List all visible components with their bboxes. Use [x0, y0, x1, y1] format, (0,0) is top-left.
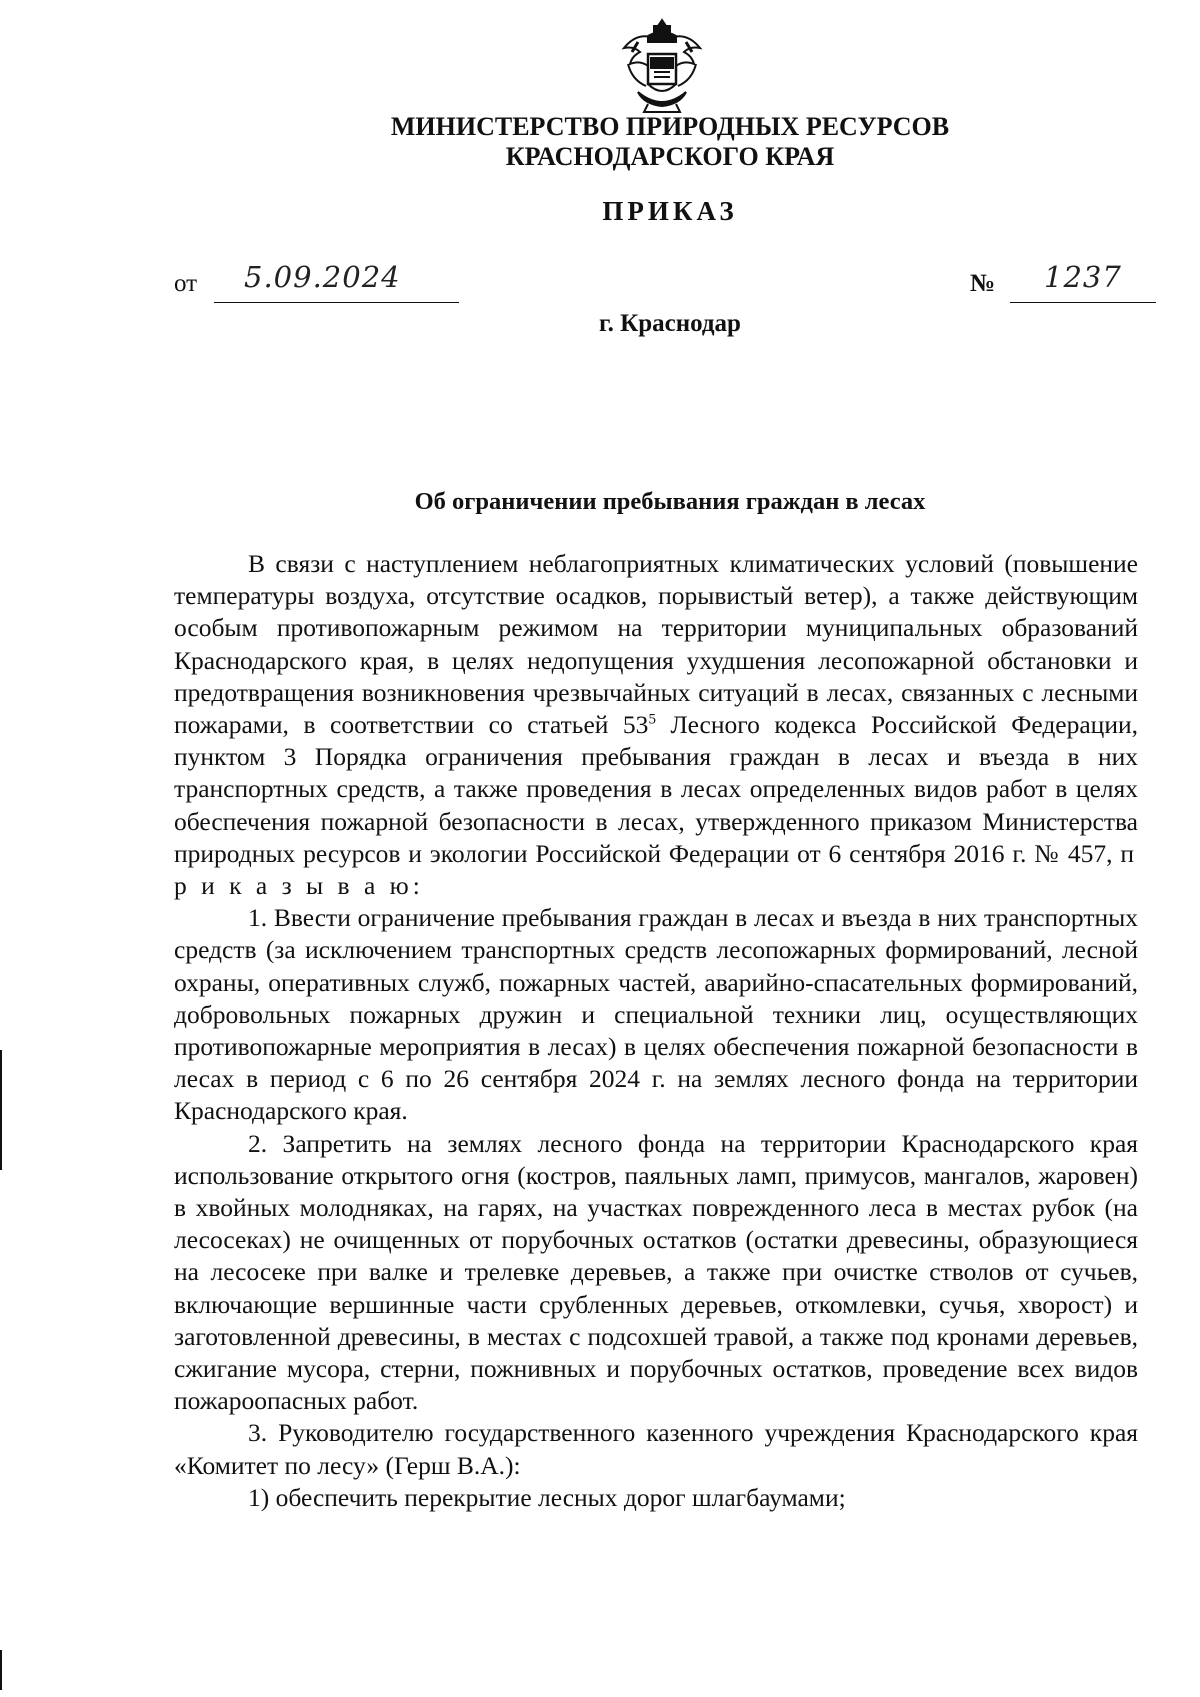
preamble-text-b: Лесного кодекса Российской Федерации, пунктом 3 Порядка ограничения пребывания граждан в лесах и въезда в них транспортных средств, а также проведения в лесах определенных видов работ в целях обеспечения пожарной безопасности в лесах, утвержденного приказом Министерства природных ресурсов и экологии Российской Федерации от 6 сентября 2016 г. № 457, — [174, 710, 1138, 868]
number-field — [1010, 260, 1156, 303]
preamble-text-a: В связи с наступлением неблагоприятных климатических условий (повышение температуры воздуха, отсутствие осадков, порывистый ветер), а также действующим особым противопожарным режимом на территории муниципальных образований Краснодарского края, в целях недопущения ухудшения лесопожарной обстановки и предотвращения возникновения чрезвычайных ситуаций в лесах, связанных с лесными пожарами, в соответствии со статьей 53 — [174, 549, 1138, 740]
article-superscript: 5 — [648, 711, 656, 728]
item-2-paragraph: 2. Запретить на землях лесного фонда на территории Краснодарского края использование открытого огня (костров, паяльных ламп, примусов, мангалов, жаровен) в хвойных молодняках, на гарях, на участках поврежденного леса в местах рубок (на лесосеках) не очищенных от порубочных остатков (остатки древесины, образующиеся на лесосеке при валке и трелевке деревьев, а также при очистке стволов от сучьев, включающие вершинные части срубленных деревьев, откомлевки, сучья, хворост) и заготовленной древесины, в местах с подсохшей травой, а также под кронами деревьев, сжигание мусора, стерни, пожнивных и порубочных остатков, проведение всех видов пожароопасных работ. — [174, 1128, 1138, 1416]
date-field — [214, 260, 459, 303]
number-label: № — [970, 270, 996, 297]
coat-of-arms-emblem — [618, 14, 706, 116]
scan-margin-mark-bottom — [0, 1650, 2, 1690]
handwritten-date: 5.09.2024 — [244, 260, 401, 294]
item-3-1-paragraph: 1) обеспечить перекрытие лесных дорог шлагбаумами; — [248, 1482, 846, 1512]
handwritten-number: 1237 — [1044, 260, 1122, 294]
scan-margin-mark-left — [0, 1050, 2, 1170]
document-type-title: ПРИКАЗ — [602, 196, 738, 226]
date-prefix: от — [174, 270, 198, 297]
order-body — [174, 548, 1138, 1514]
ministry-name — [300, 112, 1040, 172]
preamble-paragraph — [174, 548, 1138, 902]
item-3-paragraph: 3. Руководителю государственного казенного учреждения Краснодарского края «Комитет по лесу» (Герш В.А.): — [174, 1418, 1138, 1480]
order-verb: п р и к а з ы в а ю: — [174, 838, 1138, 901]
order-subject: Об ограничении пребывания граждан в лесах — [414, 488, 926, 515]
ministry-name-line-1: МИНИСТЕРСТВО ПРИРОДНЫХ РЕСУРСОВ — [390, 112, 950, 141]
ministry-name-line-2: КРАСНОДАРСКОГО КРАЯ — [505, 142, 835, 171]
city-line: г. Краснодар — [599, 310, 741, 337]
item-1-paragraph: 1. Ввести ограничение пребывания граждан в лесах и въезда в них транспортных средств (за исключением транспортных средств лесопожарных формирований, лесной охраны, оперативных служб, пожарных частей, аварийно-спасательных формирований, добровольных пожарных дружин и специальной техники лиц, осуществляющих противопожарные мероприятия в лесах) в целях обеспечения пожарной безопасности в лесах в период с 6 по 26 сентября 2024 г. на землях лесного фонда на территории Краснодарского края. — [174, 903, 1138, 1126]
